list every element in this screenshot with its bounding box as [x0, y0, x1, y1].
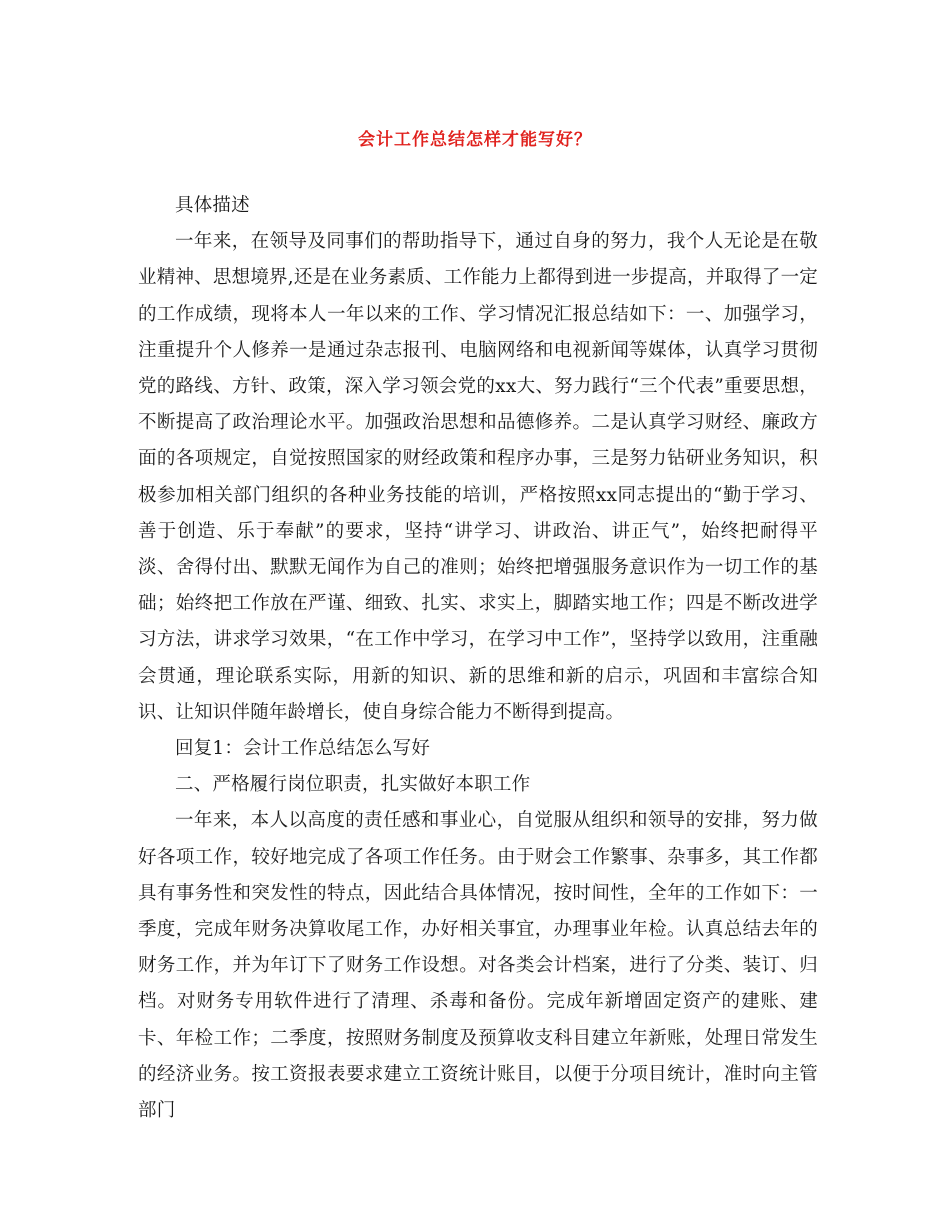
document-title: 会计工作总结怎样才能写好？: [358, 130, 592, 150]
paragraph: 具体描述: [175, 195, 250, 216]
paragraph: 二、严格履行岗位职责，扎实做好本职工作: [175, 774, 531, 796]
paragraph: 一年来，本人以高度的责任感和事业心，自觉服从组织和领导的安排，努力做好各项工作，较好地完成了各项工作任务。由于财会工作繁事、杂事多，其工作都具有事务性和突发性的特点，因此结合具体情况，按时间性，全年的工作如下：一季度，完成年财务决算收尾工作，办好相关事宜，办理事业年检。认真总结去年的财务工作，并为年订下了财务工作设想。对各类会计档案，进行了分类、装订、归档。对财务专用软件进行了清理、杀毒和备份。完成年新增固定资产的建账、建卡、年检工作；二季度，按照财务制度及预算收支科目建立年新账，处理日常发生的经济业务。按工资报表要求建立工资统计账目，以便于分项目统计，准时向主管部门: [138, 810, 818, 1122]
paragraph: 回复1：会计工作总结怎么写好: [175, 738, 431, 760]
paragraph: 一年来，在领导及同事们的帮助指导下，通过自身的努力，我个人无论是在敬业精神、思想境界,还是在业务素质、工作能力上都得到进一步提高，并取得了一定的工作成绩，现将本人一年以来的工作、学习情况汇报总结如下：一、加强学习，注重提升个人修养一是通过杂志报刊、电脑网络和电视新闻等媒体，认真学习贯彻党的路线、方针、政策，深入学习领会党的xx大、努力践行“三个代表”重要思想，不断提高了政治理论水平。加强政治思想和品德修养。二是认真学习财经、廉政方面的各项规定，自觉按照国家的财经政策和程序办事，三是努力钻研业务知识，积极参加相关部门组织的各种业务技能的培训，严格按照xx同志提出的“勤于学习、善于创造、乐于奉献”的要求，坚持“讲学习、讲政治、讲正气”，始终把耐得平淡、舍得付出、默默无闻作为自己的准则；始终把增强服务意识作为一切工作的基础；始终把工作放在严谨、细致、扎实、求实上，脚踏实地工作；四是不断改进学习方法，讲求学习效果，“在工作中学习，在学习中工作”，坚持学以致用，注重融会贯通，理论联系实际，用新的知识、新的思维和新的启示，巩固和丰富综合知识、让知识伴随年龄增长，使自身综合能力不断得到提高。: [138, 231, 818, 723]
document-body: [138, 188, 818, 1129]
